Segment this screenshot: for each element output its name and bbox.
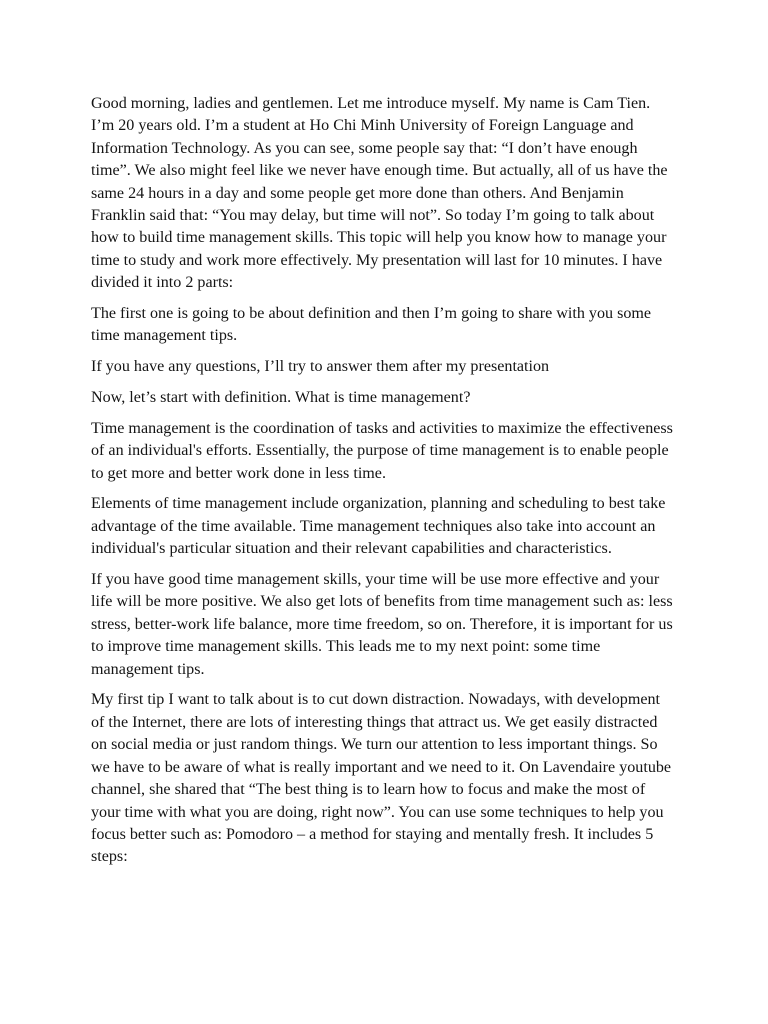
- paragraph-first-tip: My first tip I want to talk about is to cut down distraction. Nowadays, with development of the Internet, there are lots of interesting things that attract us. We get easily distracted on social media or just random things. We turn our attention to less important things. So we have to be aware of what is really important and we need to it. On Lavendaire youtube channel, she shared that “The best thing is to learn how to focus and make the most of your time with what you are doing, right now”. You can use some techniques to help you focus better such as: Pomodoro – a method for staying and mentally fresh. It includes 5 steps:: [91, 691, 672, 866]
- paragraph-elements: Elements of time management include organization, planning and scheduling to best take advantage of the time available. Time management techniques also take into account an individual's particular situation and their relevant capabilities and characteristics.: [91, 495, 666, 558]
- paragraph-outline: The first one is going to be about definition and then I’m going to share with you some time management tips.: [91, 305, 652, 345]
- paragraph-introduction: Good morning, ladies and gentlemen. Let me introduce myself. My name is Cam Tien. I’m 20 years old. I’m a student at Ho Chi Minh University of Foreign Language and Information Technology. As you can see, some people say that: “I don’t have enough time”. We also might feel like we never have enough time. But actually, all of us have the same 24 hours in a day and some people get more done than others. And Benjamin Franklin said that: “You may delay, but time will not”. So today I’m going to talk about how to build time management skills. This topic will help you know how to manage your time to study and work more effectively. My presentation will last for 10 minutes. I have divided it into 2 parts:: [91, 95, 668, 292]
- paragraph-definition: Time management is the coordination of tasks and activities to maximize the effectiveness of an individual's efforts. Essentially, the purpose of time management is to enable people to get more and better work done in less time.: [91, 419, 673, 482]
- document-body: [91, 93, 677, 877]
- paragraph-benefits: If you have good time management skills, your time will be use more effective and your life will be more positive. We also get lots of benefits from time management such as: less stress, better-work life balance, more time freedom, so on. Therefore, it is important for us to improve time management skills. This leads me to my next point: some time management tips.: [91, 571, 673, 678]
- paragraph-definition-intro: Now, let’s start with definition. What is time management?: [91, 389, 471, 407]
- paragraph-questions: If you have any questions, I’ll try to answer them after my presentation: [91, 358, 550, 376]
